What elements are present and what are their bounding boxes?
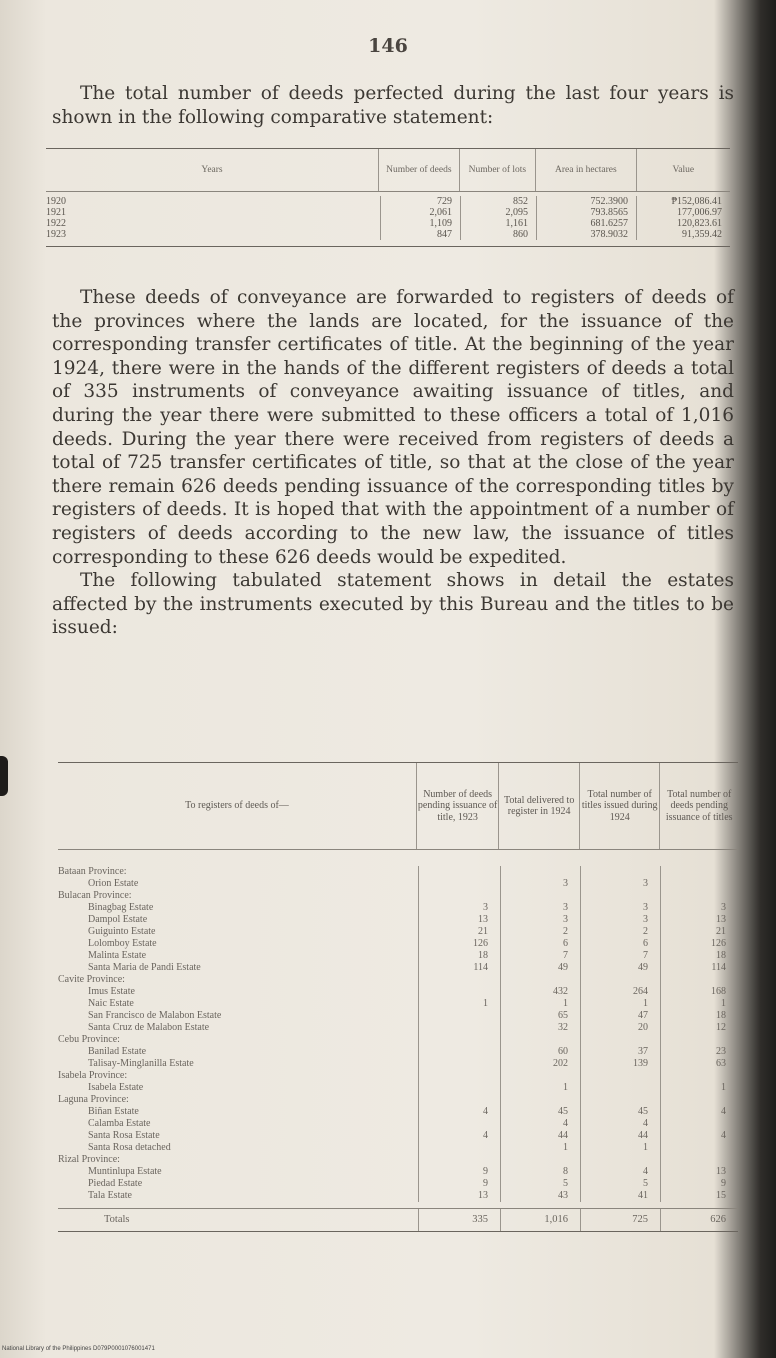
table1-area-cell: 752.3900 [590,196,628,207]
cell-issued-1924: 7 [580,950,660,962]
estates-table [58,762,738,1232]
estate-row [58,1142,738,1154]
table1-header-deeds: Number of deeds [378,149,459,191]
row-label: Muntinlupa Estate [88,1166,162,1177]
table1-header-years: Years [201,164,223,175]
cell-pending-titles: 63 [660,1058,738,1070]
table2-header-issued-1924: Total number of titles issued during 1924 [579,763,660,849]
estate-row [58,1106,738,1118]
estate-row [58,1130,738,1142]
row-label: Orion Estate [88,878,139,889]
table1-deeds-cell: 1,109 [429,218,452,229]
cell-pending-titles: 1 [660,998,738,1010]
cell-pending-titles: 126 [660,938,738,950]
row-label: Banilad Estate [88,1046,147,1057]
cell-pending-1923 [418,986,500,998]
estate-row [58,878,738,890]
cell-issued-1924 [580,1082,660,1094]
row-label: Bulacan Province: [58,890,132,901]
table1-year: 1923 [46,229,66,240]
cell-pending-1923: 4 [418,1130,500,1142]
estate-row [58,914,738,926]
cell-pending-titles: 9 [660,1178,738,1190]
province-row [58,1070,738,1082]
cell-pending-titles: 13 [660,914,738,926]
cell-issued-1924 [580,1094,660,1106]
estate-row [58,1190,738,1202]
cell-delivered-1924: 65 [500,1010,580,1022]
table2-header-delivered-1924: Total delivered to register in 1924 [498,763,579,849]
province-row [58,1034,738,1046]
table1-year: 1920 [46,196,66,207]
cell-pending-1923 [418,1094,500,1106]
cell-pending-1923 [418,1058,500,1070]
row-label: Naic Estate [88,998,134,1009]
cell-delivered-1924: 202 [500,1058,580,1070]
paragraph-2-text: These deeds of conveyance are forwarded to registers of deeds of the provinces where the lands are located, for the issuance of the corresponding transfer certificates of title. At the beginning of the year 1924, there were in the hands of the different registers of deeds a total of 335 instruments of conveyance awaiting issuance of titles, and during the year there were submitted to these officers a total of 1,016 deeds. During the year there were received from registers of deeds a total of 725 transfer certificates of title, so that at the close of the year there remain 626 deeds pending issuance of the corresponding titles by registers of deeds. It is hoped that with the appointment of a number of registers of deeds according to the new law, the issuance of titles corresponding to these 626 deeds would be expedited. [52,287,734,568]
cell-pending-1923: 3 [418,902,500,914]
cell-pending-1923 [418,866,500,878]
row-label: Santa Rosa detached [88,1142,171,1153]
table1-header-area: Area in hectares [535,149,635,191]
totals-pending-1923: 335 [418,1209,500,1231]
table2-rows [58,850,738,1202]
cell-pending-titles [660,1118,738,1130]
cell-issued-1924 [580,866,660,878]
estate-row [58,902,738,914]
cell-issued-1924 [580,1154,660,1166]
estate-row [58,986,738,998]
cell-delivered-1924: 49 [500,962,580,974]
row-label: Binagbag Estate [88,902,154,913]
cell-pending-titles: 15 [660,1190,738,1202]
totals-issued-1924: 725 [580,1209,660,1231]
row-label: Tala Estate [88,1190,132,1201]
cell-pending-titles: 12 [660,1022,738,1034]
table1-year: 1922 [46,218,66,229]
paragraph-3-text: The following tabulated statement shows in detail the estates affected by the instruments executed by this Bureau and the titles to be issued: [52,570,734,639]
cell-pending-1923: 1 [418,998,500,1010]
cell-pending-titles: 4 [660,1130,738,1142]
table1-value-column [636,196,730,240]
table1-deeds-cell: 2,061 [429,207,452,218]
row-label: Santa Maria de Pandi Estate [88,962,201,973]
table1-value-cell: 177,006.97 [677,207,722,218]
estate-row [58,1046,738,1058]
row-label: Biñan Estate [88,1106,139,1117]
cell-pending-1923: 13 [418,914,500,926]
table1-value-cell: ₱152,086.41 [671,196,722,207]
table1-header-lots: Number of lots [459,149,536,191]
table1-deeds-cell: 847 [437,229,452,240]
cell-issued-1924: 45 [580,1106,660,1118]
cell-delivered-1924: 5 [500,1178,580,1190]
table1-year: 1921 [46,207,66,218]
cell-issued-1924: 47 [580,1010,660,1022]
table2-header-registers: To registers of deeds of— [185,800,289,812]
cell-pending-titles: 168 [660,986,738,998]
totals-pending-titles: 626 [660,1209,738,1231]
cell-delivered-1924: 8 [500,1166,580,1178]
estate-row [58,962,738,974]
row-label: Talisay-Minglanilla Estate [88,1058,194,1069]
row-label: Isabela Province: [58,1070,128,1081]
table1-body [46,192,730,246]
totals-label: Totals [104,1214,130,1225]
cell-pending-titles [660,1142,738,1154]
cell-pending-1923 [418,1046,500,1058]
cell-issued-1924: 1 [580,1142,660,1154]
row-label: San Francisco de Malabon Estate [88,1010,222,1021]
cell-pending-titles: 21 [660,926,738,938]
cell-issued-1924: 37 [580,1046,660,1058]
cell-delivered-1924: 3 [500,902,580,914]
row-label: Imus Estate [88,986,135,997]
cell-issued-1924: 2 [580,926,660,938]
row-label: Guiguinto Estate [88,926,156,937]
archive-footer: National Library of the Philippines D079P0001076001471 [2,1346,155,1352]
table1-area-column [536,196,636,240]
province-row [58,1154,738,1166]
body-paragraph-registers [52,286,734,640]
row-label: Santa Cruz de Malabon Estate [88,1022,210,1033]
province-row [58,1094,738,1106]
estate-row [58,938,738,950]
cell-pending-1923 [418,1022,500,1034]
row-label: Rizal Province: [58,1154,120,1165]
cell-pending-1923: 9 [418,1178,500,1190]
cell-pending-titles [660,974,738,986]
binding-shadow [0,756,8,796]
cell-issued-1924: 4 [580,1118,660,1130]
cell-delivered-1924: 3 [500,914,580,926]
cell-pending-1923 [418,1118,500,1130]
table1-lots-column [460,196,536,240]
deeds-comparative-table [46,148,730,247]
cell-delivered-1924: 60 [500,1046,580,1058]
cell-issued-1924 [580,1034,660,1046]
cell-issued-1924: 139 [580,1058,660,1070]
cell-pending-1923: 9 [418,1166,500,1178]
table2-header [58,763,738,850]
estate-row [58,950,738,962]
cell-issued-1924: 49 [580,962,660,974]
cell-delivered-1924: 4 [500,1118,580,1130]
table2-header-pending-titles: Total number of deeds pending issuance of titles [659,763,738,849]
cell-delivered-1924 [500,866,580,878]
cell-pending-titles [660,878,738,890]
cell-delivered-1924 [500,1034,580,1046]
cell-issued-1924: 3 [580,902,660,914]
cell-pending-titles: 114 [660,962,738,974]
province-row [58,866,738,878]
cell-pending-titles: 18 [660,1010,738,1022]
cell-delivered-1924: 44 [500,1130,580,1142]
table1-area-cell: 378.9032 [590,229,628,240]
cell-delivered-1924: 6 [500,938,580,950]
cell-pending-titles: 13 [660,1166,738,1178]
estate-row [58,1178,738,1190]
cell-delivered-1924: 7 [500,950,580,962]
cell-delivered-1924: 32 [500,1022,580,1034]
cell-pending-titles [660,1070,738,1082]
estate-row [58,1082,738,1094]
row-label: Calamba Estate [88,1118,151,1129]
intro-paragraph [52,82,734,129]
cell-pending-titles: 18 [660,950,738,962]
estate-row [58,998,738,1010]
row-label: Cavite Province: [58,974,125,985]
intro-text: The total number of deeds perfected during the last four years is shown in the following comparative statement: [52,83,734,128]
cell-pending-1923: 4 [418,1106,500,1118]
cell-delivered-1924 [500,1070,580,1082]
cell-issued-1924 [580,1070,660,1082]
row-label: Piedad Estate [88,1178,143,1189]
table2-totals-row [58,1208,738,1232]
cell-delivered-1924: 1 [500,1082,580,1094]
table1-deeds-column [380,196,460,240]
cell-pending-1923 [418,878,500,890]
row-label: Bataan Province: [58,866,127,877]
cell-pending-titles: 23 [660,1046,738,1058]
cell-delivered-1924: 1 [500,998,580,1010]
cell-pending-1923 [418,1142,500,1154]
cell-pending-1923: 21 [418,926,500,938]
cell-pending-titles [660,1034,738,1046]
cell-issued-1924 [580,890,660,902]
cell-delivered-1924 [500,1154,580,1166]
cell-issued-1924: 44 [580,1130,660,1142]
cell-issued-1924: 6 [580,938,660,950]
table1-deeds-cell: 729 [437,196,452,207]
cell-pending-1923: 126 [418,938,500,950]
cell-issued-1924 [580,974,660,986]
table1-area-cell: 793.8565 [590,207,628,218]
cell-delivered-1924 [500,890,580,902]
cell-delivered-1924: 3 [500,878,580,890]
cell-pending-1923 [418,1154,500,1166]
cell-delivered-1924: 432 [500,986,580,998]
province-row [58,890,738,902]
cell-issued-1924: 20 [580,1022,660,1034]
table1-area-cell: 681.6257 [590,218,628,229]
table1-header-value: Value [636,149,730,191]
cell-pending-1923 [418,1070,500,1082]
cell-pending-1923 [418,1010,500,1022]
table1-value-cell: 120,823.61 [677,218,722,229]
estate-row [58,1010,738,1022]
table1-lots-cell: 2,095 [505,207,528,218]
cell-pending-1923 [418,1082,500,1094]
estate-row [58,926,738,938]
cell-issued-1924: 3 [580,914,660,926]
cell-issued-1924: 41 [580,1190,660,1202]
row-label: Cebu Province: [58,1034,120,1045]
row-label: Isabela Estate [88,1082,144,1093]
row-label: Malinta Estate [88,950,147,961]
cell-pending-titles: 3 [660,902,738,914]
cell-pending-titles [660,890,738,902]
cell-issued-1924: 3 [580,878,660,890]
cell-issued-1924: 264 [580,986,660,998]
cell-pending-titles: 1 [660,1082,738,1094]
cell-pending-titles [660,1154,738,1166]
cell-delivered-1924: 2 [500,926,580,938]
cell-pending-1923 [418,890,500,902]
cell-issued-1924: 4 [580,1166,660,1178]
table1-lots-cell: 860 [513,229,528,240]
estate-row [58,1166,738,1178]
row-label: Santa Rosa Estate [88,1130,160,1141]
cell-delivered-1924 [500,1094,580,1106]
province-row [58,974,738,986]
cell-pending-titles [660,866,738,878]
row-label: Lolomboy Estate [88,938,157,949]
table1-value-cell: 91,359.42 [682,229,722,240]
cell-issued-1924: 1 [580,998,660,1010]
row-label: Laguna Province: [58,1094,129,1105]
row-label: Dampol Estate [88,914,148,925]
cell-pending-1923: 114 [418,962,500,974]
cell-delivered-1924: 45 [500,1106,580,1118]
estate-row [58,1118,738,1130]
estate-row [58,1022,738,1034]
estate-row [58,1058,738,1070]
cell-delivered-1924: 43 [500,1190,580,1202]
cell-pending-1923: 18 [418,950,500,962]
cell-pending-titles [660,1094,738,1106]
totals-delivered-1924: 1,016 [500,1209,580,1231]
table2-header-pending-1923: Number of deeds pending issuance of title, 1923 [416,763,499,849]
page-number: 146 [368,35,408,57]
table1-lots-cell: 852 [513,196,528,207]
cell-pending-1923 [418,974,500,986]
cell-delivered-1924: 1 [500,1142,580,1154]
table1-header [46,149,730,192]
cell-pending-1923 [418,1034,500,1046]
table1-years-column [46,196,380,240]
cell-pending-titles: 4 [660,1106,738,1118]
table1-lots-cell: 1,161 [505,218,528,229]
cell-delivered-1924 [500,974,580,986]
cell-issued-1924: 5 [580,1178,660,1190]
cell-pending-1923: 13 [418,1190,500,1202]
